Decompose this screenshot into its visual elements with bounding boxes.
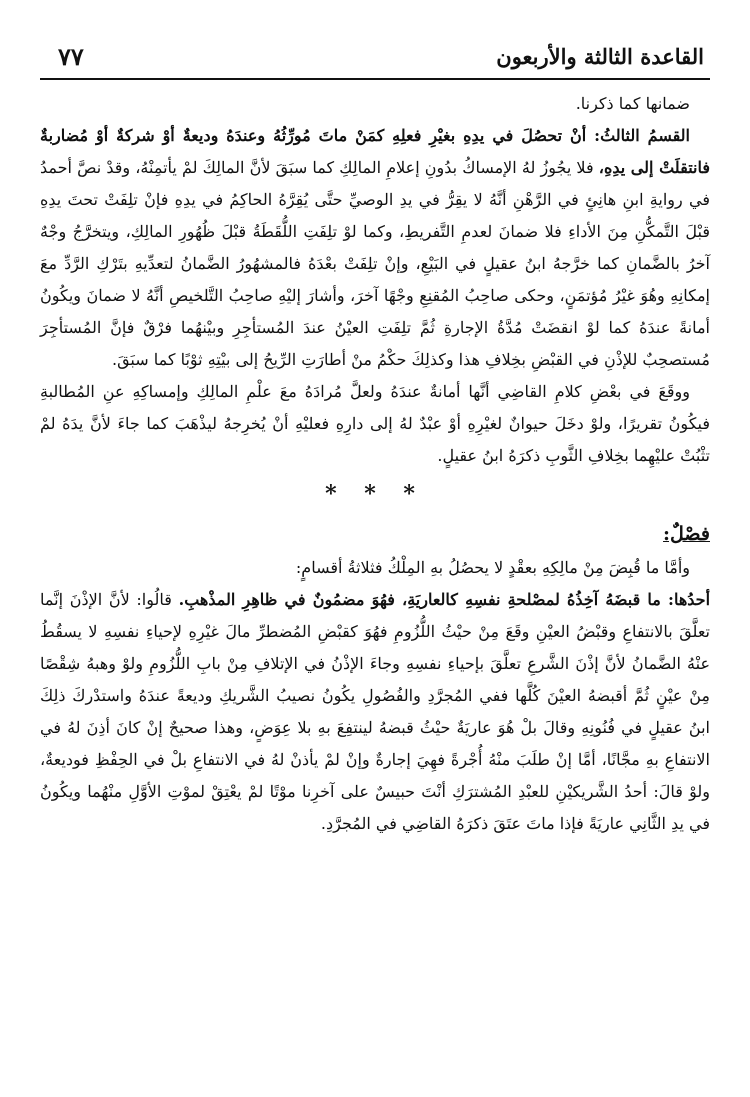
paragraph-third-section bbox=[40, 120, 710, 376]
first-category-text: قالُوا: لأنَّ الإذْنَ إنَّما تعلَّقَ بالانتفاعِ وقبْضُ العيْنِ وقَعَ مِنْ حيْثُ اللُّزُومِ فهُوَ كقبْضِ المُضطرِّ مالَ غيْرِهِ لإحياءِ نفسِهِ لا يسقُطُ عنْهُ الضَّمانُ لأنَّ إذْنَ الشَّرعِ تعلَّقَ بإحياءِ نفسِهِ وجاءَ الإذْنُ في الإتلافِ مِنْ بابِ اللُّزُومِ ولوْ وهبهُ شِقْصًا مِنْ عيْنٍ ثُمَّ أقبضهُ العيْنَ كُلَّها ففي المُجرَّدِ والفُصُولِ يكُونُ نصيبُ الشَّريكِ وديعةً عندَهُ واستدْركَ ذلِكَ ابنُ عقيلٍ في فُنُونِهِ وقالَ بلْ هُوَ عاريَةٌ حيْثُ قبضهُ لينتفِعَ بهِ بلا عِوَضٍ، وهذا صحيحٌ إنْ كانَ أذِنَ لهُ في الانتفاعِ بهِ مجَّانًا، أمَّا إنْ طلَبَ منْهُ أُجْرةً فهِيَ إجارةٌ وإنْ لمْ يأذنْ لهُ في الانتفاعِ بلْ في الحِفْظِ فوديعةٌ، ولوْ قالَ: أحدُ الشَّريكيْنِ للعبْدِ المُشترَكِ أنْتَ حبيسٌ على آخرِنا موْتًا لمْ يعْتِقْ لموْتِ الأوَّلِ منْهُما ويكُونُ في يدِ الثَّانِي عاريَةً فإذا ماتَ عتَقَ ذكرَهُ القاضِي في المُجرَّدِ. bbox=[40, 590, 711, 833]
body-text bbox=[40, 88, 710, 840]
book-page bbox=[40, 38, 710, 1068]
paragraph-three-categories: وأمَّا ما قُبِضَ مِنْ مالِكِهِ بعقْدٍ لا يحصُلُ بهِ المِلْكُ فثلاثةُ أقسامٍ: bbox=[295, 558, 690, 577]
third-section-heading: القسمُ الثالثُ: أنْ تحصُلَ في يدِهِ بغيْرِ فعلِهِ كمَنْ ماتَ مُورِّثُهُ وعندَهُ وديعةٌ أوْ شركةٌ أوْ مُضاربةٌ فانتقلَتْ إلى يدِهِ، bbox=[40, 126, 711, 177]
third-section-text: فلا يجُوزُ لهُ الإمساكُ بدُونِ إعلامِ المالِكِ كما سبَقَ لأنَّ المالِكَ لمْ يأتمِنْهُ، وقدْ نصَّ أحمدُ في روايةِ ابنِ هانِئٍ في الرَّهْنِ أنَّهُ لا يقِرُّ في يدِ الوصيِّ حتَّى يُقِرَّهُ الحاكِمُ في يدِهِ فإنْ تلِفَتْ تحتَ يدِهِ قبْلَ التَّمكُّنِ مِنَ الأداءِ فلا ضمانَ لعدمِ التَّفريطِ، وكما لوْ تلِفَتِ اللُّقَطَةُ قبْلَ ظُهُورِ المالِكِ، ويتخرَّجُ وجْهٌ آخرُ بالضَّمانِ كما خرَّجهُ ابنُ عقيلٍ في البَيْعِ، وإنْ تلِفَتْ بعْدَهُ فالمشهُورُ الضَّمانُ لتعدِّيهِ بتَرْكِ الرَّدِّ معَ إمكانِهِ وهُوَ غيْرُ مُؤتمَنٍ، وحكى صاحِبُ المُقنِعِ وجْهًا آخرَ، وأشارَ إليْهِ صاحِبُ التَّلخيصِ أنَّهُ لا ضمانَ ويكُونُ أمانةً عندَهُ كما لوْ انقضَتْ مُدَّةُ الإجارةِ ثُمَّ تلِفَتِ العيْنُ عندَ المُستأجِرِ وبيْنهُما فرْقٌ فإنَّ المُستأجِرَ مُستصحِبٌ للإذْنِ في القبْضِ بخِلافِ هذا وكذلِكَ حكْمُ منْ أطارَتِ الرِّيحُ إلى بيْتِهِ ثوْبًا كما سبَقَ. bbox=[40, 158, 710, 369]
paragraph-qadi-opinion: ووقَعَ في بعْضِ كلامِ القاضِي أنَّها أمانةٌ عندَهُ ولعلَّ مُرادَهُ معَ علْمِ المالِكِ وإمساكِهِ عنِ المُطالبةِ فيكُونُ تقريرًا، ولوْ دخَلَ حيوانٌ لغيْرِهِ أوْ عبْدٌ لهُ إلى دارِهِ فعليْهِ أنْ يُخرِجهُ ليذْهَبَ كما جاءَ لأنَّ يدَهُ لمْ تثْبُتْ عليْهِما بخِلافِ الثَّوبِ ذكرَهُ ابنُ عقيلٍ. bbox=[40, 382, 710, 465]
chapter-title: القاعدة الثالثة والأربعون bbox=[496, 44, 704, 69]
running-header bbox=[40, 38, 710, 80]
first-category-heading: أحدُها: ما قبضَهُ آخِذُهُ لمصْلحةِ نفسِهِ كالعاريَةِ، فهُوَ مضمُونٌ في ظاهِرِ المذْهبِ. bbox=[178, 590, 711, 609]
section-separator: * * * bbox=[325, 481, 425, 507]
section-heading-fasl: فصْلٌ: bbox=[663, 523, 710, 545]
paragraph-intro: ضمانها كما ذكرنا. bbox=[575, 94, 690, 113]
paragraph-first-category bbox=[40, 584, 710, 840]
page-number: ٧٧ bbox=[58, 42, 84, 71]
